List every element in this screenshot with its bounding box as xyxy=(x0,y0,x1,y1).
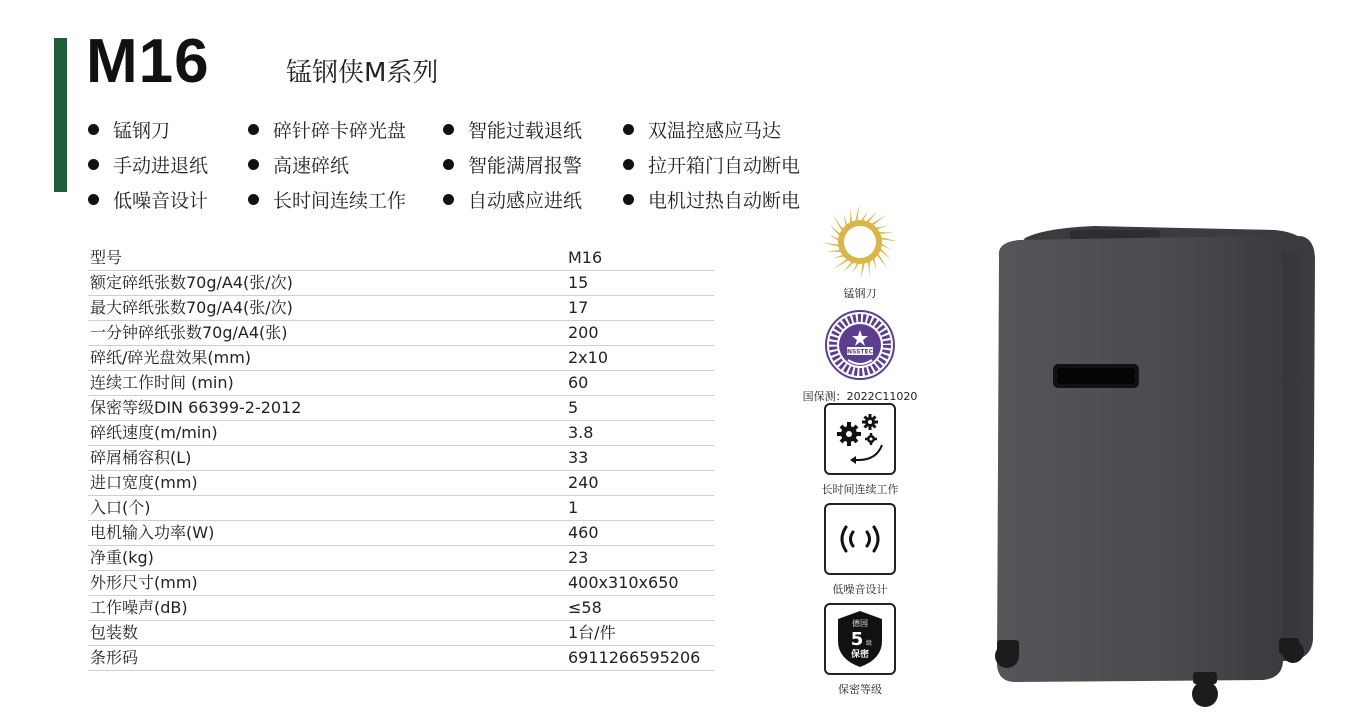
badge-label: 长时间连续工作 xyxy=(821,483,899,496)
bullet-icon xyxy=(88,159,99,170)
spec-table xyxy=(88,246,714,671)
shield-bottom-text: 保密 xyxy=(850,650,870,660)
spec-key: 一分钟碎纸张数70g/A4(张) xyxy=(88,321,568,346)
bullet-icon xyxy=(623,159,634,170)
shield-level-icon xyxy=(824,603,896,675)
spec-key: 碎纸/碎光盘效果(mm) xyxy=(88,346,568,371)
bullet-icon xyxy=(623,124,634,135)
spec-value: 17 xyxy=(568,296,714,321)
feature-item: 双温控感应马达 xyxy=(623,114,781,148)
spec-key: 电机输入功率(W) xyxy=(88,521,568,546)
feature-item: 电机过热自动断电 xyxy=(623,184,800,218)
spec-key: 条形码 xyxy=(88,646,568,671)
bullet-icon xyxy=(623,194,634,205)
bullet-icon xyxy=(248,194,259,205)
badge-certification xyxy=(800,308,920,404)
accent-bar xyxy=(54,38,67,192)
spec-row xyxy=(88,371,714,396)
spec-key: 包装数 xyxy=(88,621,568,646)
spec-row xyxy=(88,521,714,546)
spec-key: 碎纸速度(m/min) xyxy=(88,421,568,446)
spec-value: ≤58 xyxy=(568,596,714,621)
badge-low-noise xyxy=(800,503,920,597)
series-title: 锰钢侠M系列 xyxy=(286,58,439,88)
spec-row xyxy=(88,571,714,596)
bullet-icon xyxy=(443,124,454,135)
badge-security-level xyxy=(800,603,920,697)
badge-continuous-work xyxy=(800,403,920,497)
feature-item: 手动进退纸 xyxy=(88,149,208,183)
blade-ray xyxy=(855,205,860,223)
paper-shredder-image xyxy=(985,220,1315,710)
gears-icon xyxy=(824,403,896,475)
spec-table-body xyxy=(88,246,714,671)
feature-item: 智能满屑报警 xyxy=(443,149,582,183)
spec-row xyxy=(88,271,714,296)
blade-ray xyxy=(823,242,841,247)
spec-key: 额定碎纸张数70g/A4(张/次) xyxy=(88,271,568,296)
spec-value: 6911266595206 xyxy=(568,646,714,671)
spec-row xyxy=(88,246,714,271)
spec-value: 460 xyxy=(568,521,714,546)
spec-key: 保密等级DIN 66399-2-2012 xyxy=(88,396,568,421)
bullet-icon xyxy=(443,159,454,170)
shield-top-text: 德国 xyxy=(852,619,868,628)
spec-value: 60 xyxy=(568,371,714,396)
bullet-icon xyxy=(88,194,99,205)
seal-text: NSSTEC xyxy=(847,348,873,356)
spec-value: M16 xyxy=(568,246,714,271)
spec-key: 工作噪声(dB) xyxy=(88,596,568,621)
bullet-icon xyxy=(248,159,259,170)
spec-value: 200 xyxy=(568,321,714,346)
spec-row xyxy=(88,471,714,496)
badge-label: 锰钢刀 xyxy=(843,287,877,300)
spec-row xyxy=(88,296,714,321)
spec-key: 最大碎纸张数70g/A4(张/次) xyxy=(88,296,568,321)
feature-item: 自动感应进纸 xyxy=(443,184,582,218)
bullet-icon xyxy=(248,124,259,135)
spec-row xyxy=(88,446,714,471)
spec-value: 400x310x650 xyxy=(568,571,714,596)
spec-value: 240 xyxy=(568,471,714,496)
blade-ring-icon xyxy=(823,205,897,279)
badge-label: 保密等级 xyxy=(838,683,882,696)
spec-key: 外形尺寸(mm) xyxy=(88,571,568,596)
spec-value: 23 xyxy=(568,546,714,571)
nsstec-seal-icon xyxy=(823,308,897,382)
spec-value: 15 xyxy=(568,271,714,296)
bullet-icon xyxy=(88,124,99,135)
spec-row xyxy=(88,421,714,446)
feature-list xyxy=(88,114,848,220)
spec-row xyxy=(88,346,714,371)
spec-value: 33 xyxy=(568,446,714,471)
spec-key: 入口(个) xyxy=(88,496,568,521)
feature-item: 拉开箱门自动断电 xyxy=(623,149,800,183)
spec-row xyxy=(88,321,714,346)
feature-item: 高速碎纸 xyxy=(248,149,349,183)
spec-row xyxy=(88,621,714,646)
feature-item: 碎针碎卡碎光盘 xyxy=(248,114,406,148)
feature-item: 智能过载退纸 xyxy=(443,114,582,148)
model-title: M16 xyxy=(86,27,210,96)
feature-item: 长时间连续工作 xyxy=(248,184,406,218)
spec-row xyxy=(88,396,714,421)
spec-row xyxy=(88,596,714,621)
bullet-icon xyxy=(443,194,454,205)
blade-ray xyxy=(879,237,897,242)
spec-row xyxy=(88,546,714,571)
feature-item: 低噪音设计 xyxy=(88,184,208,218)
spec-value: 1台/件 xyxy=(568,621,714,646)
sound-waves-icon xyxy=(824,503,896,575)
spec-key: 进口宽度(mm) xyxy=(88,471,568,496)
spec-value: 2x10 xyxy=(568,346,714,371)
blade-ray xyxy=(860,261,865,279)
badge-blade xyxy=(800,205,920,301)
badge-label: 低噪音设计 xyxy=(832,583,888,596)
shield-level-unit: 级 xyxy=(865,640,873,647)
spec-key: 碎屑桶容积(L) xyxy=(88,446,568,471)
spec-value: 3.8 xyxy=(568,421,714,446)
spec-key: 连续工作时间 (min) xyxy=(88,371,568,396)
spec-key: 净重(kg) xyxy=(88,546,568,571)
spec-key: 型号 xyxy=(88,246,568,271)
shield-level-number: 5 xyxy=(850,629,864,650)
spec-value: 5 xyxy=(568,396,714,421)
spec-row xyxy=(88,646,714,671)
feature-item: 锰钢刀 xyxy=(88,114,170,148)
badge-label: 国保测：2022C11020 xyxy=(802,390,918,403)
spec-value: 1 xyxy=(568,496,714,521)
spec-row xyxy=(88,496,714,521)
